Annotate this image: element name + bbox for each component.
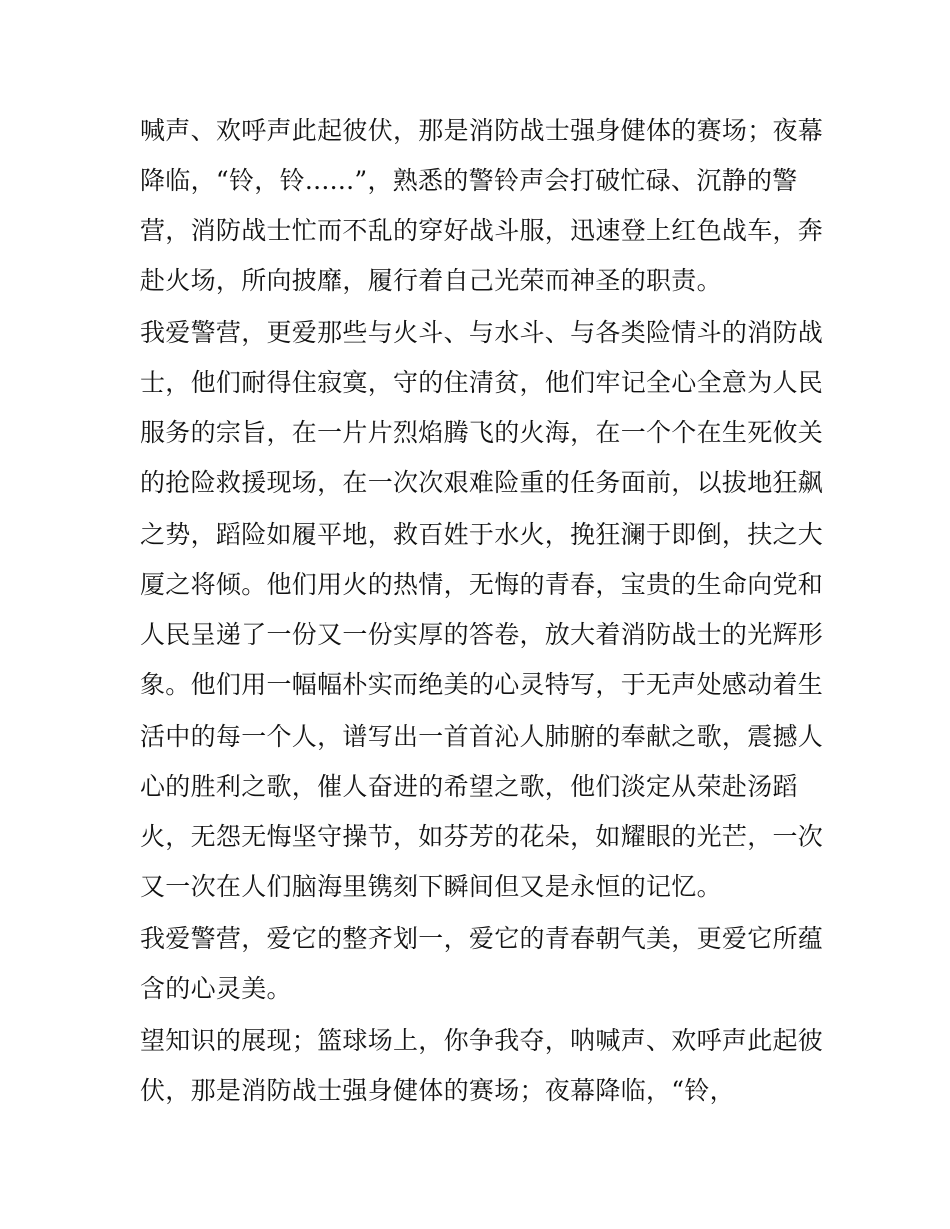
text-line: 我爱警营，更爱那些与火斗、与水斗、与各类险情斗的消防战 xyxy=(140,318,824,347)
text-line: 活中的每一个人，谱写出一首首沁人肺腑的奉献之歌，震撼人 xyxy=(140,722,824,751)
text-line: 含的心灵美。 xyxy=(140,974,292,1003)
text-line: 人民呈递了一份又一份实厚的答卷，放大着消防战士的光辉形 xyxy=(140,620,824,649)
text-line: 又一次在人们脑海里镌刻下瞬间但又是永恒的记忆。 xyxy=(140,872,722,901)
text-line: 我爱警营，爱它的整齐划一，爱它的青春朝气美，更爱它所蕴 xyxy=(140,924,824,953)
text-line: 士，他们耐得住寂寞，守的住清贫，他们牢记全心全意为人民 xyxy=(140,368,824,397)
text-line: 火，无怨无悔坚守操节，如芬芳的花朵，如耀眼的光芒，一次 xyxy=(140,822,824,851)
text-line: 象。他们用一幅幅朴实而绝美的心灵特写，于无声处感动着生 xyxy=(140,670,824,699)
text-line: 厦之将倾。他们用火的热情，无悔的青春，宝贵的生命向党和 xyxy=(140,570,824,599)
text-line: 伏，那是消防战士强身健体的赛场；夜幕降临，“铃， xyxy=(140,1076,735,1105)
text-line: 望知识的展现；篮球场上，你争我夺，呐喊声、欢呼声此起彼 xyxy=(140,1026,824,1055)
text-line: 之势，蹈险如履平地，救百姓于水火，挽狂澜于即倒，扶之大 xyxy=(140,520,824,549)
text-line: 赴火场，所向披靡，履行着自己光荣而神圣的职责。 xyxy=(140,266,722,295)
text-line: 心的胜利之歌，催人奋进的希望之歌，他们淡定从荣赴汤蹈 xyxy=(140,772,798,801)
text-line: 降临，“铃，铃......”，熟悉的警铃声会打破忙碌、沉静的警 xyxy=(140,166,798,195)
text-line: 服务的宗旨，在一片片烈焰腾飞的火海，在一个个在生死攸关 xyxy=(140,418,824,447)
text-line: 营，消防战士忙而不乱的穿好战斗服，迅速登上红色战车，奔 xyxy=(140,216,824,245)
text-line: 喊声、欢呼声此起彼伏，那是消防战士强身健体的赛场；夜幕 xyxy=(140,116,824,145)
text-line: 的抢险救援现场，在一次次艰难险重的任务面前，以拔地狂飙 xyxy=(140,468,824,497)
